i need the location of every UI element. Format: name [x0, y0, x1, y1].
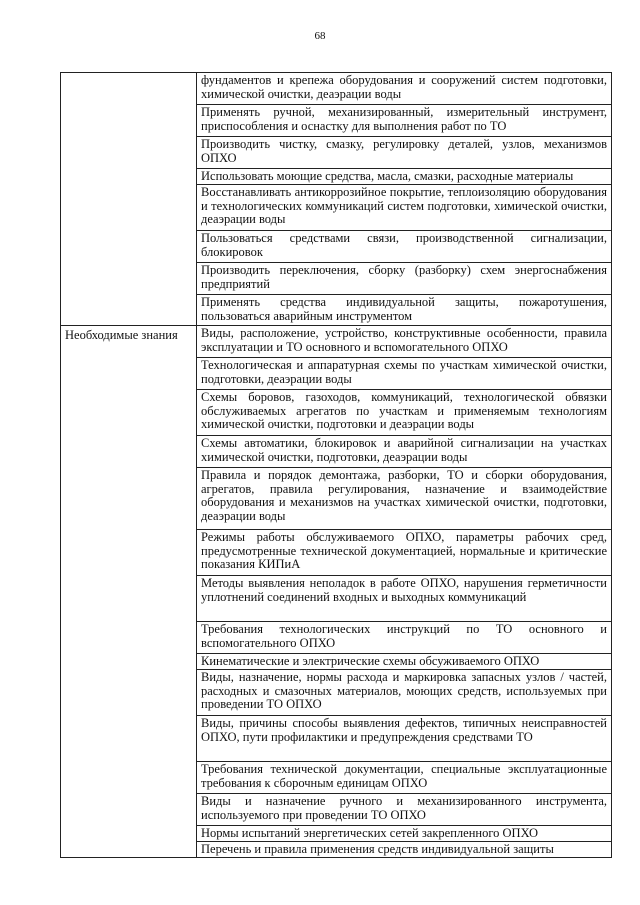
row-label-cell	[61, 326, 197, 858]
list-item: Схемы автоматики, блокировок и аварийной сигнализации на участках химической очистки, подготовки, деаэрации воды	[197, 436, 611, 468]
list-item: Использовать моющие средства, масла, смазки, расходные материалы	[197, 169, 611, 185]
list-item: Пользоваться средствами связи, производственной сигнализации, блокировок	[197, 231, 611, 263]
row-label: Необходимые знания	[65, 328, 178, 342]
list-item: Виды, причины способы выявления дефектов, типичных неисправностей ОПХО, пути профилактики и предупреждения средствами ТО	[197, 716, 611, 762]
list-item: Восстанавливать антикоррозийное покрытие, теплоизоляцию оборудования и технологических коммуникаций систем подготовки, химической очистки, деаэрации воды	[197, 185, 611, 231]
list-item: Перечень и правила применения средств индивидуальной защиты	[201, 842, 554, 856]
list-item: Применять ручной, механизированный, измерительный инструмент, приспособления и оснастку для выполнения работ по ТО	[197, 105, 611, 137]
page-number: 68	[314, 30, 326, 42]
list-item: Виды, назначение, нормы расхода и маркировка запасных узлов / частей, расходных и смазочных материалов, моющих средств, используемых при проведении ТО ОПХО	[197, 670, 611, 716]
list-item: Производить чистку, смазку, регулировку деталей, узлов, механизмов ОПХО	[197, 137, 611, 169]
list-item: Схемы боровов, газоходов, коммуникаций, технологической обвязки обслуживаемых агрегатов по участкам и применяемым технологиям химической очистки, подготовки и деаэрации воды	[197, 390, 611, 436]
list-item: Применять средства индивидуальной защиты, пожаротушения, пользоваться аварийным инструментом	[201, 295, 607, 323]
list-item: фундаментов и крепежа оборудования и сооружений систем подготовки, химической очистки, деаэрации воды	[197, 73, 611, 105]
row-items-cell	[197, 73, 612, 326]
list-item: Правила и порядок демонтажа, разборки, ТО и сборки оборудования, агрегатов, правила регулирования, назначение и взаимодействие оборудования и механизмов на участках химической очистки, подготовки, деаэрации воды	[197, 468, 611, 530]
list-item: Кинематические и электрические схемы обсуживаемого ОПХО	[197, 654, 611, 670]
list-item: Технологическая и аппаратурная схемы по участкам химической очистки, подготовки, деаэрации воды	[197, 358, 611, 390]
list-item: Производить переключения, сборку (разборку) схем энергоснабжения предприятий	[197, 263, 611, 295]
list-item: Виды и назначение ручного и механизированного инструмента, используемого при проведении ТО ОПХО	[197, 794, 611, 826]
table-row-skills	[61, 73, 612, 326]
list-item: Нормы испытаний энергетических сетей закрепленного ОПХО	[197, 826, 611, 842]
list-item: Режимы работы обслуживаемого ОПХО, параметры рабочих сред, предусмотренные технической документацией, нормальные и критические показания КИПиА	[197, 530, 611, 576]
list-item: Требования технологических инструкций по ТО основного и вспомогательного ОПХО	[197, 622, 611, 654]
list-item: Методы выявления неполадок в работе ОПХО, нарушения герметичности уплотнений соединений входных и выходных коммуникаций	[197, 576, 611, 622]
list-item: Виды, расположение, устройство, конструктивные особенности, правила эксплуатации и ТО основного и вспомогательного ОПХО	[197, 326, 611, 358]
row-items-cell	[197, 326, 612, 858]
table-row-knowledge	[61, 326, 612, 858]
row-label	[61, 73, 196, 77]
requirements-table	[60, 72, 612, 858]
row-label-cell	[61, 73, 197, 326]
list-item: Требования технической документации, специальные эксплуатационные требования к сборочным единицам ОПХО	[197, 762, 611, 794]
